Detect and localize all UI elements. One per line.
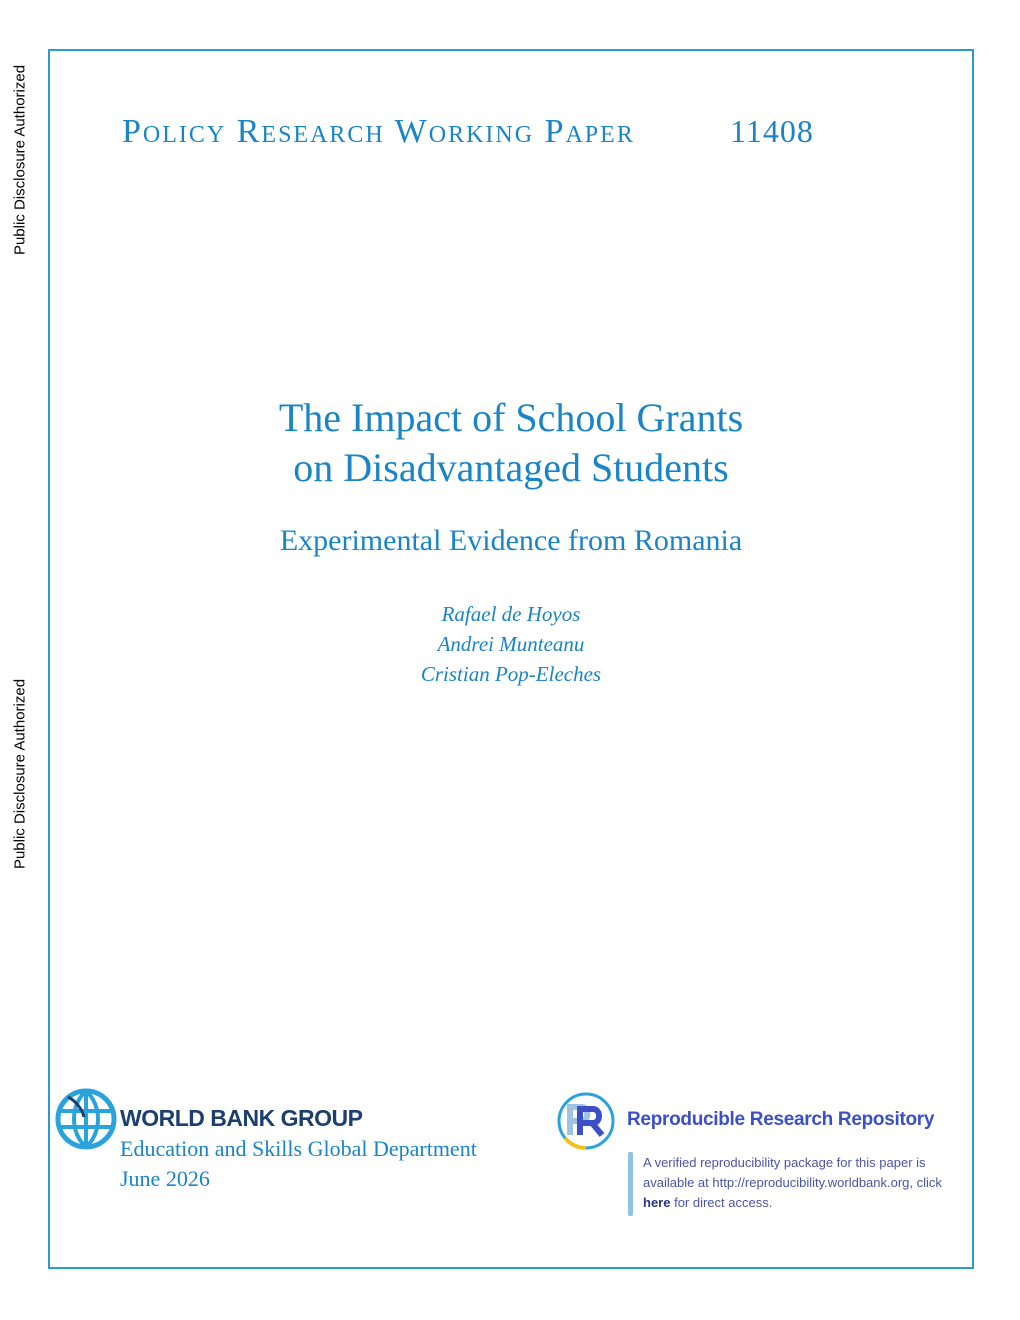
globe-icon	[54, 1087, 118, 1151]
cover-frame	[48, 49, 974, 1269]
author-name: Cristian Pop-Eleches	[420, 662, 602, 686]
title-line-1: The Impact of School Grants	[278, 395, 744, 440]
repository-title: Reproducible Research Repository	[627, 1109, 935, 1130]
series-name: Policy Research Working Paper	[122, 113, 635, 150]
repository-link[interactable]: here	[643, 1195, 671, 1210]
department-name: Education and Skills Global Department	[120, 1136, 477, 1161]
repository-note-text: A verified reproducibility package for this paper is available at http://reproducibility.worldbank.org, click	[643, 1155, 942, 1190]
author-list	[50, 599, 972, 689]
paper-subtitle: Experimental Evidence from Romania	[279, 524, 743, 557]
disclosure-label-top: Public Disclosure Authorized	[11, 64, 29, 256]
repository-note	[643, 1153, 963, 1213]
paper-title	[50, 393, 972, 493]
title-line-2: on Disadvantaged Students	[293, 445, 729, 490]
repository-note-end: for direct access.	[670, 1195, 773, 1210]
paper-number: 11408	[730, 113, 814, 149]
rr-logo-icon	[556, 1091, 616, 1151]
author-name: Andrei Munteanu	[437, 632, 585, 656]
author-name: Rafael de Hoyos	[441, 602, 581, 626]
disclosure-label-bottom: Public Disclosure Authorized	[11, 678, 29, 870]
note-accent-bar	[628, 1152, 633, 1216]
organization-name: WORLD BANK GROUP	[120, 1105, 363, 1131]
publication-date: June 2026	[120, 1166, 210, 1191]
